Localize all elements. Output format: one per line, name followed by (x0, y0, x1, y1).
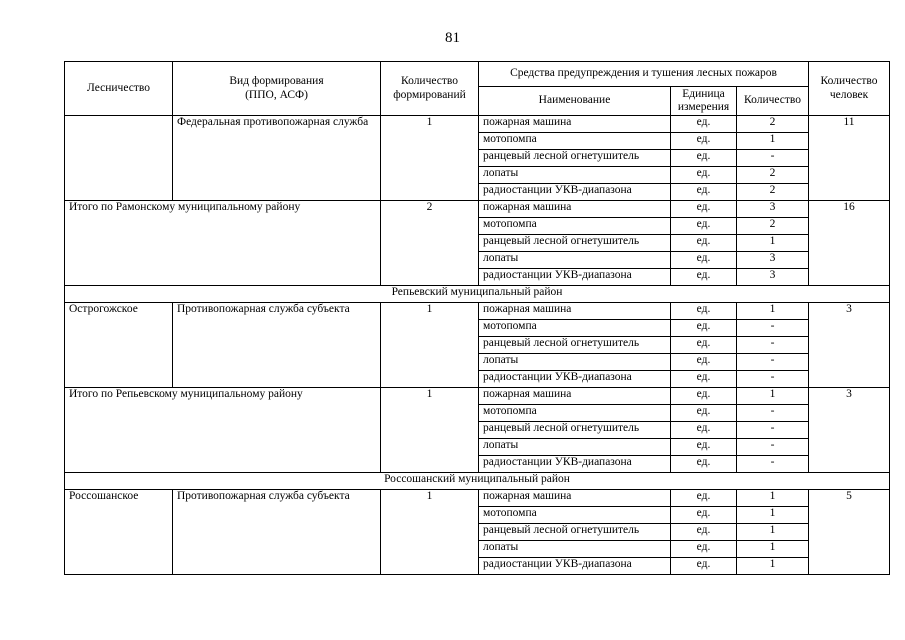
people-count-cell: 5 (809, 490, 890, 575)
item-qty: - (737, 405, 809, 422)
item-name: радиостанции УКВ-диапазона (479, 184, 671, 201)
item-name: мотопомпа (479, 507, 671, 524)
header-name: Наименование (479, 87, 671, 116)
people-count-cell: 3 (809, 303, 890, 388)
people-count-cell: 3 (809, 388, 890, 473)
item-unit: ед. (671, 218, 737, 235)
item-unit: ед. (671, 354, 737, 371)
item-name: ранцевый лесной огнетушитель (479, 150, 671, 167)
item-name: радиостанции УКВ-диапазона (479, 371, 671, 388)
table-row (65, 116, 890, 133)
formation-cell: Федеральная противопожарная служба (173, 116, 381, 201)
people-count-cell: 11 (809, 116, 890, 201)
item-unit: ед. (671, 456, 737, 473)
header-qty: Количество (737, 87, 809, 116)
item-qty: 1 (737, 303, 809, 320)
item-qty: 1 (737, 490, 809, 507)
item-unit: ед. (671, 388, 737, 405)
formation-count-cell: 1 (381, 490, 479, 575)
item-unit: ед. (671, 439, 737, 456)
item-qty: 2 (737, 184, 809, 201)
item-qty: - (737, 320, 809, 337)
table-row (65, 303, 890, 320)
section-row (65, 286, 890, 303)
item-unit: ед. (671, 422, 737, 439)
item-qty: 1 (737, 524, 809, 541)
item-qty: - (737, 439, 809, 456)
item-unit: ед. (671, 507, 737, 524)
header-unit: Единица измерения (671, 87, 737, 116)
item-unit: ед. (671, 541, 737, 558)
page-number: 81 (445, 30, 460, 46)
section-row (65, 473, 890, 490)
item-qty: 1 (737, 507, 809, 524)
item-name: лопаты (479, 167, 671, 184)
item-name: ранцевый лесной огнетушитель (479, 337, 671, 354)
item-qty: 3 (737, 252, 809, 269)
total-label: Итого по Рамонскому муниципальному району (65, 201, 381, 286)
forestry-cell: Острогожское (65, 303, 173, 388)
item-unit: ед. (671, 133, 737, 150)
item-name: мотопомпа (479, 405, 671, 422)
item-unit: ед. (671, 201, 737, 218)
forestry-cell (65, 116, 173, 201)
header-people: Количество человек (809, 62, 890, 116)
item-unit: ед. (671, 167, 737, 184)
item-qty: 3 (737, 201, 809, 218)
item-qty: 2 (737, 116, 809, 133)
header-formation-count: Количество формирований (381, 62, 479, 116)
item-name: радиостанции УКВ-диапазона (479, 456, 671, 473)
item-name: пожарная машина (479, 490, 671, 507)
fire-resources-table (64, 61, 890, 575)
item-unit: ед. (671, 371, 737, 388)
item-name: пожарная машина (479, 201, 671, 218)
formation-count-cell: 1 (381, 388, 479, 473)
item-unit: ед. (671, 116, 737, 133)
item-qty: 1 (737, 235, 809, 252)
item-unit: ед. (671, 269, 737, 286)
item-qty: - (737, 337, 809, 354)
item-name: мотопомпа (479, 218, 671, 235)
item-name: пожарная машина (479, 388, 671, 405)
section-title: Россошанский муниципальный район (65, 473, 890, 490)
forestry-cell: Россошанское (65, 490, 173, 575)
formation-count-cell: 2 (381, 201, 479, 286)
formation-count-cell: 1 (381, 303, 479, 388)
item-name: лопаты (479, 439, 671, 456)
item-unit: ед. (671, 150, 737, 167)
header-forestry: Лесничество (65, 62, 173, 116)
item-qty: - (737, 150, 809, 167)
item-qty: 2 (737, 218, 809, 235)
item-name: мотопомпа (479, 133, 671, 150)
item-unit: ед. (671, 558, 737, 575)
total-row (65, 201, 890, 218)
item-name: пожарная машина (479, 303, 671, 320)
formation-cell: Противопожарная служба субъекта (173, 490, 381, 575)
item-qty: 1 (737, 388, 809, 405)
total-row (65, 388, 890, 405)
item-unit: ед. (671, 524, 737, 541)
item-name: лопаты (479, 354, 671, 371)
total-label: Итого по Репьевскому муниципальному району (65, 388, 381, 473)
item-unit: ед. (671, 320, 737, 337)
item-name: мотопомпа (479, 320, 671, 337)
item-qty: - (737, 371, 809, 388)
item-qty: 3 (737, 269, 809, 286)
item-qty: 1 (737, 133, 809, 150)
formation-cell: Противопожарная служба субъекта (173, 303, 381, 388)
item-name: ранцевый лесной огнетушитель (479, 524, 671, 541)
header-means-group: Средства предупреждения и тушения лесных пожаров (479, 62, 809, 87)
formation-count-cell: 1 (381, 116, 479, 201)
table-row (65, 490, 890, 507)
item-name: лопаты (479, 252, 671, 269)
item-qty: - (737, 354, 809, 371)
item-name: радиостанции УКВ-диапазона (479, 558, 671, 575)
item-unit: ед. (671, 337, 737, 354)
item-name: радиостанции УКВ-диапазона (479, 269, 671, 286)
item-qty: - (737, 456, 809, 473)
item-unit: ед. (671, 184, 737, 201)
item-unit: ед. (671, 405, 737, 422)
item-unit: ед. (671, 235, 737, 252)
people-count-cell: 16 (809, 201, 890, 286)
item-qty: - (737, 422, 809, 439)
item-name: пожарная машина (479, 116, 671, 133)
item-qty: 2 (737, 167, 809, 184)
header-formation-type: Вид формирования (ППО, АСФ) (173, 62, 381, 116)
item-name: лопаты (479, 541, 671, 558)
item-qty: 1 (737, 541, 809, 558)
item-unit: ед. (671, 490, 737, 507)
item-unit: ед. (671, 252, 737, 269)
item-unit: ед. (671, 303, 737, 320)
item-qty: 1 (737, 558, 809, 575)
section-title: Репьевский муниципальный район (65, 286, 890, 303)
item-name: ранцевый лесной огнетушитель (479, 422, 671, 439)
item-name: ранцевый лесной огнетушитель (479, 235, 671, 252)
